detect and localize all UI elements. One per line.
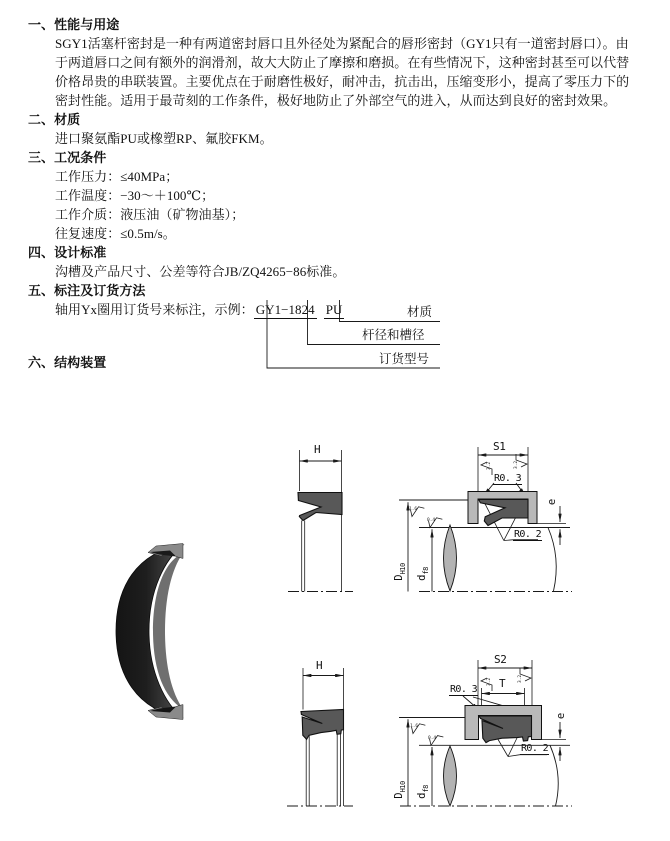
body-line: 工作介质：液压油（矿物油基）； [55,207,245,222]
order-material-code: PU [325,302,343,317]
callout-label-material: 材质 [407,305,433,319]
seal-3d-render [116,544,183,720]
body-line: 往复速度：≤0.5m/s。 [55,226,176,241]
seal-profile-drawing-bottom [287,668,353,806]
dim-label-H-bottom: H [316,659,323,672]
radius-label-R03-top: R0. 3 [494,473,522,484]
order-example-prefix: 轴用Yx圈用订货号来标注，示例： [55,302,254,317]
section-heading-performance: 一、性能与用途 [28,17,120,32]
body-line: 密封性能。适用于最苛刻的工作条件，极好地防止了外部空气的进入，从而达到良好的密封效果。 [55,93,617,108]
section-heading-ordering: 五、标注及订货方法 [28,283,146,298]
radius-label-R02-top: R0. 2 [514,529,542,540]
dim-label-T: T [499,677,506,690]
order-code: GY1−1824 [255,302,315,317]
svg-text:1.6: 1.6 [410,724,419,729]
svg-text:1.6: 1.6 [409,507,418,512]
body-line: SGY1活塞杆密封是一种有两道密封唇口且外径处为紧配合的唇形密封（GY1只有一道密封唇口）。由 [55,36,629,51]
dim-label-d-f8-bottom: $d_{f8}$ [415,785,431,799]
section-heading-standard: 四、设计标准 [28,245,107,260]
body-line: 价格昂贵的串联装置。主要优点在于耐磨性极好，耐冲击，抗击出，压缩变形小，提高了零压力下的 [55,74,630,89]
body-line: 工作压力：≤40MPa； [55,169,179,184]
dim-label-D-H10-bottom: $D_{H10}$ [392,781,408,799]
radius-label-R02-bottom: R0. 2 [521,743,549,754]
dim-label-e-top: e [546,498,558,506]
body-line: 工作温度：−30～＋100℃； [55,188,215,203]
dim-label-e-bottom: e [555,712,567,720]
svg-text:3.2: 3.2 [487,461,492,470]
dim-label-d-f8-top: $d_{f8}$ [415,567,431,581]
section-heading-material: 二、材质 [28,112,81,127]
section-heading-structure: 六、结构装置 [28,355,107,370]
dim-label-H-top: H [314,443,321,456]
installation-drawing-bottom [399,660,572,806]
dim-label-S2: S2 [494,653,507,666]
order-callout-lines [267,300,440,368]
body-line: 沟槽及产品尺寸、公差等符合JB/ZQ4265−86标准。 [55,264,346,279]
svg-text:0.4: 0.4 [427,518,436,523]
dim-label-S1: S1 [493,440,506,453]
svg-text:3.2: 3.2 [487,677,492,686]
svg-text:3.2: 3.2 [514,460,519,469]
section-heading-conditions: 三、工况条件 [28,150,107,165]
callout-label-model: 订货型号 [379,352,430,366]
seal-profile-drawing-top [288,450,353,592]
dim-label-D-H10-top: $D_{H10}$ [392,563,408,581]
callout-label-diameters: 杆径和槽径 [362,328,425,342]
body-line: 于两道唇口之间有额外的润滑剂，故大大防止了摩擦和磨损。在有些情况下，这种密封甚至可以代替 [55,55,630,70]
svg-text:0.4: 0.4 [428,736,437,741]
svg-text:3.2: 3.2 [518,674,523,683]
body-line: 进口聚氨酯PU或橡塑RP、氟胶FKM。 [55,131,273,146]
installation-drawing-top [399,447,572,592]
radius-label-R03-bottom: R0. 3 [450,684,478,695]
